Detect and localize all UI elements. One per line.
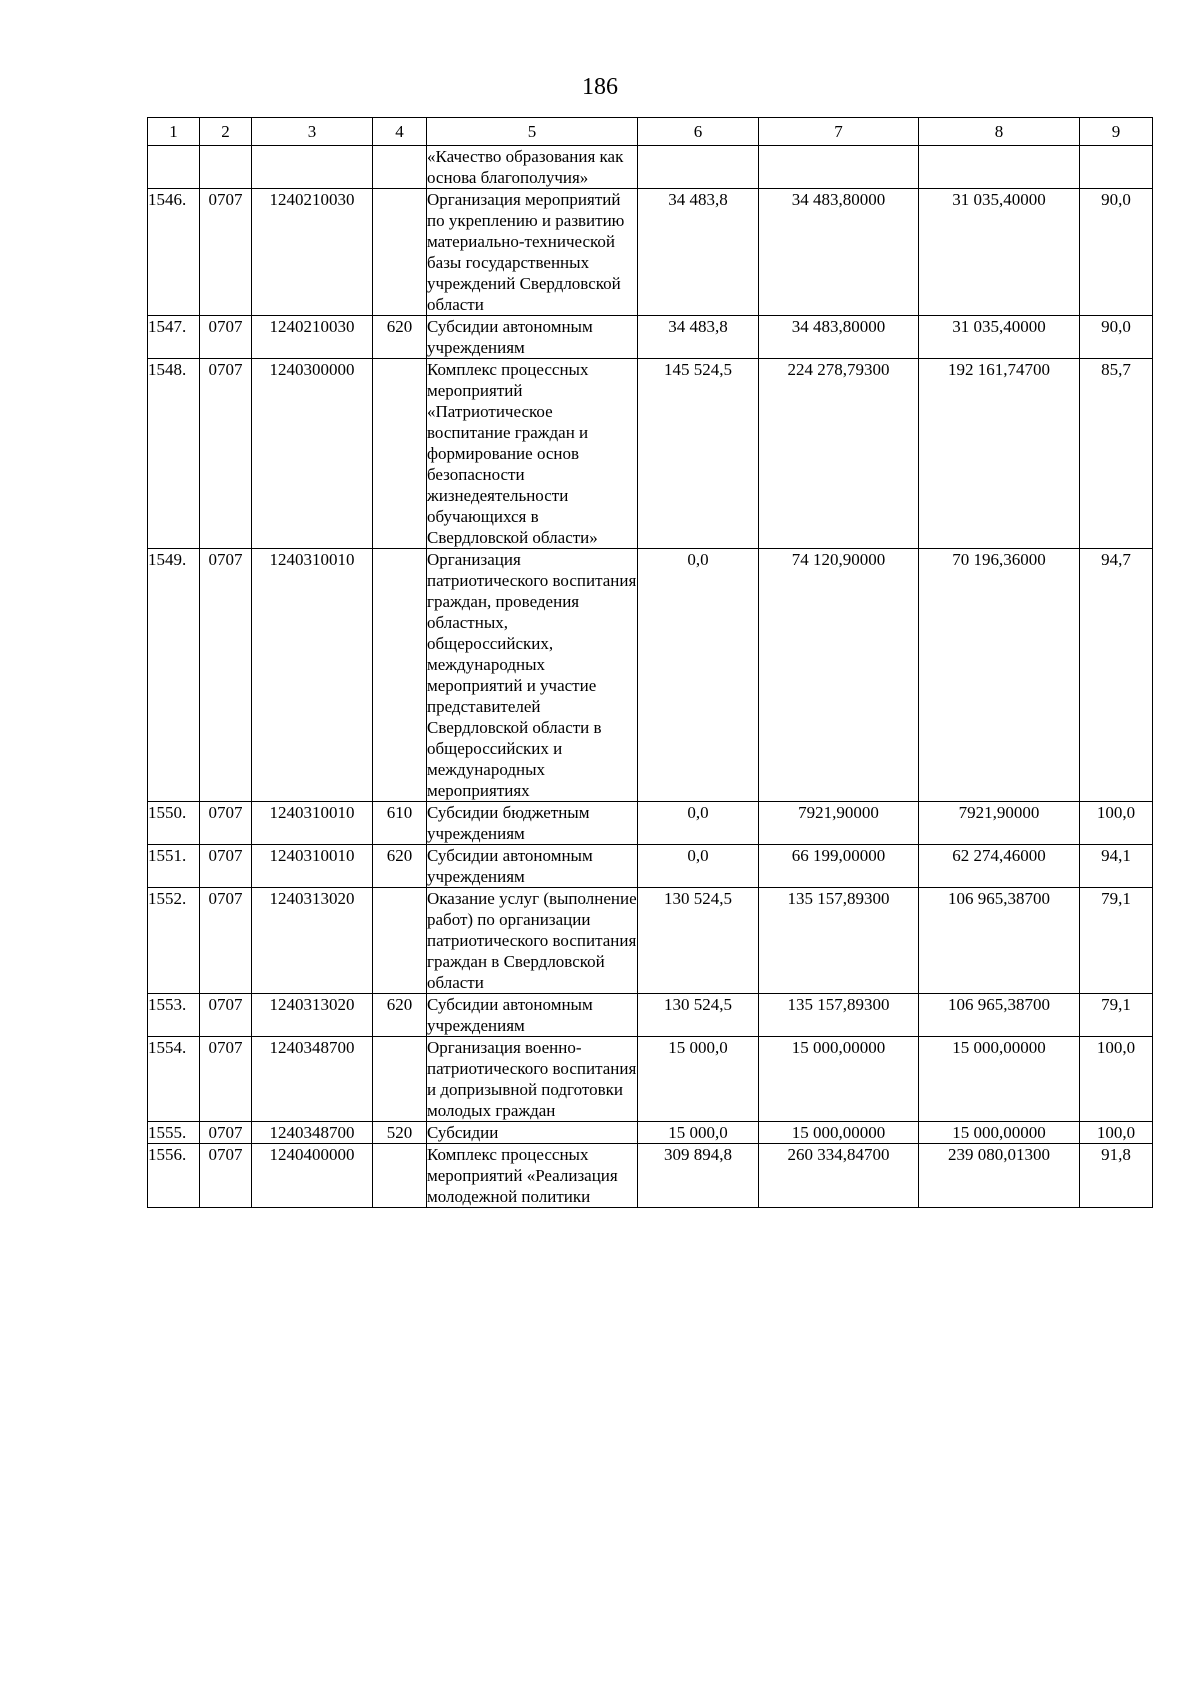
table-row (148, 994, 1153, 1037)
section-code-cell: 0707 (200, 994, 252, 1037)
expense-type-cell (373, 146, 427, 189)
executed-amount-cell: 192 161,74700 (919, 359, 1080, 549)
execution-percent-cell: 85,7 (1080, 359, 1153, 549)
execution-percent-cell: 90,0 (1080, 189, 1153, 316)
section-code-cell: 0707 (200, 549, 252, 802)
planned-amount-cell: 15 000,0 (638, 1037, 759, 1122)
target-code-cell (252, 146, 373, 189)
planned-amount-cell: 0,0 (638, 549, 759, 802)
item-name-cell: Организация патриотического воспитания граждан, проведения областных, общероссийских, международных мероприятий и участие представителей Свердловской области в общероссийских и международных мероприятиях (427, 550, 637, 800)
execution-percent-cell: 79,1 (1080, 994, 1153, 1037)
item-name-cell: Комплекс процессных мероприятий «Патриотическое воспитание граждан и формирование основ безопасности жизнедеятельности обучающихся в Свердловской области» (427, 359, 638, 549)
execution-percent-cell: 100,0 (1080, 802, 1153, 845)
expense-type-cell: 620 (373, 994, 427, 1037)
execution-percent-cell: 79,1 (1080, 888, 1153, 994)
table-header-row (148, 118, 1153, 146)
expense-type-cell: 610 (373, 802, 427, 845)
item-name-cell: Организация военно-патриотического воспитания и допризывной подготовки молодых граждан (427, 1038, 637, 1120)
approved-amount-cell: 135 157,89300 (759, 888, 919, 994)
approved-amount-cell: 66 199,00000 (759, 845, 919, 888)
table-row (148, 189, 1153, 316)
target-code-cell: 1240210030 (252, 316, 373, 359)
row-number-cell: 1556. (148, 1144, 200, 1208)
planned-amount-cell: 130 524,5 (638, 994, 759, 1037)
executed-amount-cell: 7921,90000 (919, 802, 1080, 845)
executed-amount-cell: 70 196,36000 (919, 549, 1080, 802)
target-code-cell: 1240210030 (252, 189, 373, 316)
approved-amount-cell: 34 483,80000 (759, 189, 919, 316)
table-row (148, 549, 1153, 802)
target-code-cell: 1240348700 (252, 1037, 373, 1122)
expense-type-cell (373, 359, 427, 549)
section-code-cell: 0707 (200, 1037, 252, 1122)
header-cell-3: 3 (252, 118, 373, 146)
execution-percent-cell: 100,0 (1080, 1122, 1153, 1144)
table-row (148, 146, 1153, 189)
planned-amount-cell: 0,0 (638, 802, 759, 845)
item-name-cell: Субсидии автономным учреждениям (427, 316, 638, 359)
item-name-cell: Субсидии автономным учреждениям (427, 845, 638, 888)
executed-amount-cell: 31 035,40000 (919, 189, 1080, 316)
target-code-cell: 1240313020 (252, 994, 373, 1037)
row-number-cell: 1550. (148, 802, 200, 845)
header-cell-5: 5 (427, 118, 638, 146)
planned-amount-cell: 15 000,0 (638, 1122, 759, 1144)
planned-amount-cell: 34 483,8 (638, 316, 759, 359)
table-row (148, 802, 1153, 845)
section-code-cell: 0707 (200, 888, 252, 994)
executed-amount-cell: 31 035,40000 (919, 316, 1080, 359)
header-cell-1: 1 (148, 118, 200, 146)
planned-amount-cell (638, 146, 759, 189)
row-number-cell: 1555. (148, 1122, 200, 1144)
approved-amount-cell: 135 157,89300 (759, 994, 919, 1037)
expense-type-cell: 620 (373, 316, 427, 359)
expense-type-cell (373, 1037, 427, 1122)
table-row (148, 888, 1153, 994)
row-number-cell: 1547. (148, 316, 200, 359)
section-code-cell: 0707 (200, 1122, 252, 1144)
row-number-cell: 1549. (148, 549, 200, 802)
header-cell-6: 6 (638, 118, 759, 146)
row-number-cell: 1546. (148, 189, 200, 316)
table-row (148, 845, 1153, 888)
executed-amount-cell: 106 965,38700 (919, 888, 1080, 994)
section-code-cell: 0707 (200, 316, 252, 359)
row-number-cell: 1552. (148, 888, 200, 994)
approved-amount-cell: 15 000,00000 (759, 1037, 919, 1122)
planned-amount-cell: 130 524,5 (638, 888, 759, 994)
table-row (148, 359, 1153, 549)
approved-amount-cell: 7921,90000 (759, 802, 919, 845)
header-cell-7: 7 (759, 118, 919, 146)
table-row (148, 1122, 1153, 1144)
planned-amount-cell: 34 483,8 (638, 189, 759, 316)
execution-percent-cell (1080, 146, 1153, 189)
item-name-cell: Комплекс процессных мероприятий «Реализация молодежной политики (427, 1144, 638, 1208)
item-name-cell: Субсидии автономным учреждениям (427, 994, 638, 1037)
header-cell-8: 8 (919, 118, 1080, 146)
execution-percent-cell: 94,7 (1080, 549, 1153, 802)
row-number-cell: 1548. (148, 359, 200, 549)
approved-amount-cell: 34 483,80000 (759, 316, 919, 359)
section-code-cell: 0707 (200, 1144, 252, 1208)
target-code-cell: 1240310010 (252, 845, 373, 888)
section-code-cell (200, 146, 252, 189)
expense-type-cell (373, 549, 427, 802)
executed-amount-cell: 62 274,46000 (919, 845, 1080, 888)
executed-amount-cell: 106 965,38700 (919, 994, 1080, 1037)
item-name-cell: «Качество образования как основа благополучия» (427, 146, 638, 189)
item-name-cell: Субсидии (427, 1122, 638, 1144)
target-code-cell: 1240310010 (252, 549, 373, 802)
execution-percent-cell: 94,1 (1080, 845, 1153, 888)
section-code-cell: 0707 (200, 359, 252, 549)
table-body (148, 146, 1153, 1208)
section-code-cell: 0707 (200, 802, 252, 845)
approved-amount-cell: 224 278,79300 (759, 359, 919, 549)
table-row (148, 1037, 1153, 1122)
executed-amount-cell: 15 000,00000 (919, 1037, 1080, 1122)
item-name-cell: Оказание услуг (выполнение работ) по организации патриотического воспитания граждан в Свердловской области (427, 889, 637, 992)
approved-amount-cell (759, 146, 919, 189)
section-code-cell: 0707 (200, 845, 252, 888)
target-code-cell: 1240313020 (252, 888, 373, 994)
expense-type-cell: 620 (373, 845, 427, 888)
expense-type-cell (373, 1144, 427, 1208)
row-number-cell: 1551. (148, 845, 200, 888)
expense-type-cell (373, 888, 427, 994)
target-code-cell: 1240400000 (252, 1144, 373, 1208)
expense-type-cell (373, 189, 427, 316)
page-number: 186 (582, 74, 618, 100)
header-cell-9: 9 (1080, 118, 1153, 146)
target-code-cell: 1240348700 (252, 1122, 373, 1144)
table-row (148, 316, 1153, 359)
approved-amount-cell: 15 000,00000 (759, 1122, 919, 1144)
planned-amount-cell: 0,0 (638, 845, 759, 888)
item-name-cell: Организация мероприятий по укреплению и развитию материально-технической базы государственных учреждений Свердловской области (427, 189, 638, 316)
executed-amount-cell: 15 000,00000 (919, 1122, 1080, 1144)
approved-amount-cell: 74 120,90000 (759, 549, 919, 802)
row-number-cell (148, 146, 200, 189)
approved-amount-cell: 260 334,84700 (759, 1144, 919, 1208)
budget-table (147, 117, 1153, 1208)
planned-amount-cell: 309 894,8 (638, 1144, 759, 1208)
target-code-cell: 1240300000 (252, 359, 373, 549)
execution-percent-cell: 91,8 (1080, 1144, 1153, 1208)
item-name-cell: Субсидии бюджетным учреждениям (427, 802, 638, 845)
planned-amount-cell: 145 524,5 (638, 359, 759, 549)
header-cell-2: 2 (200, 118, 252, 146)
execution-percent-cell: 90,0 (1080, 316, 1153, 359)
executed-amount-cell (919, 146, 1080, 189)
row-number-cell: 1553. (148, 994, 200, 1037)
row-number-cell: 1554. (148, 1037, 200, 1122)
section-code-cell: 0707 (200, 189, 252, 316)
header-cell-4: 4 (373, 118, 427, 146)
execution-percent-cell: 100,0 (1080, 1037, 1153, 1122)
target-code-cell: 1240310010 (252, 802, 373, 845)
executed-amount-cell: 239 080,01300 (919, 1144, 1080, 1208)
expense-type-cell: 520 (373, 1122, 427, 1144)
table-row (148, 1144, 1153, 1208)
